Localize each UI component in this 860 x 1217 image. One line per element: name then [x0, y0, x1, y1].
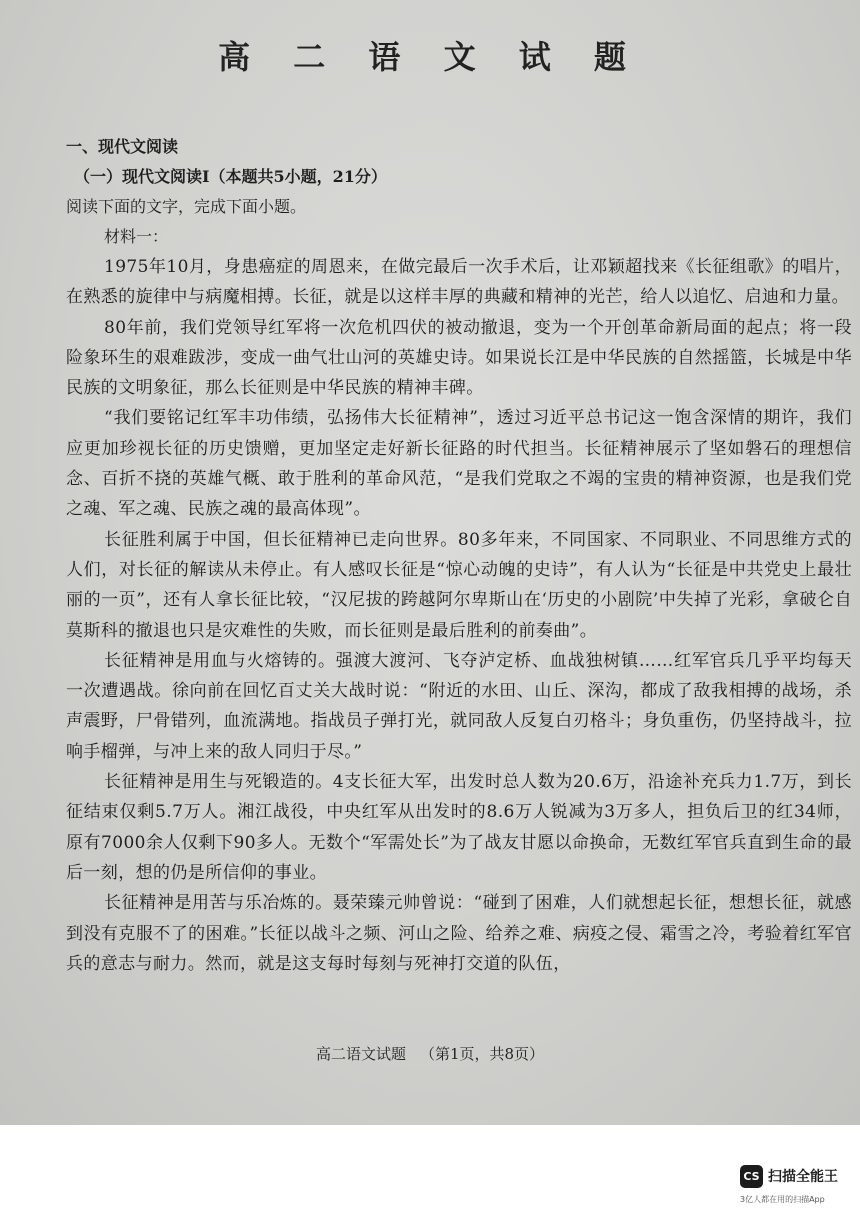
page-footer [0, 1043, 860, 1064]
paragraph-5: 长征精神是用血与火熔铸的。强渡大渡河、飞夺泸定桥、血战独树镇……红军官兵几乎平均每天一次遭遇战。徐向前在回忆百丈关大战时说：“附近的水田、山丘、深沟，都成了敌我相搏的战场，杀声震野，尸骨错列，血流满地。指战员子弹打光，就同敌人反复白刃格斗；身负重伤，仍坚持战斗，拉响手榴弹，与冲上来的敌人同归于尽。” [66, 650, 852, 762]
paragraph-3: “我们要铭记红军丰功伟绩，弘扬伟大长征精神”，透过习近平总书记这一饱含深情的期许，我们应更加珍视长征的历史馈赠，更加坚定走好新长征路的时代担当。长征精神展示了坚如磐石的理想信念、百折不挠的英雄气概、敢于胜利的革命风范，“是我们党取之不竭的宝贵的精神资源，也是我们党之魂、军之魂、民族之魂的最高体现”。 [66, 408, 852, 520]
paragraph-6: 长征精神是用生与死锻造的。4支长征大军，出发时总人数为20.6万，沿途补充兵力1.7万，到长征结束仅剩5.7万人。湘江战役，中央红军从出发时的8.6万人锐减为3万多人，担负后卫的红34师，原有7000余人仅剩下90多人。无数个“军需处长”为了战友甘愿以命换命，无数红军官兵直到生命的最后一刻，想的仍是所信仰的事业。 [66, 772, 852, 883]
section-subheading: （一）现代文阅读Ⅰ（本题共5小题，21分） [74, 167, 387, 186]
paragraph-2: 80年前，我们党领导红军将一次危机四伏的被动撤退，变为一个开创革命新局面的起点；将一段险象环生的艰难跋涉，变成一曲气壮山河的英雄史诗。如果说长江是中华民族的自然摇篮，长城是中华民族的文明象征，那么长征则是中华民族的精神丰碑。 [66, 317, 852, 399]
paragraph-4: 长征胜利属于中国，但长征精神已走向世界。80多年来，不同国家、不同职业、不同思维方式的人们，对长征的解读从未停止。有人感叹长征是“惊心动魄的史诗”，有人认为“长征是中共党史上最壮丽的一页”，还有人拿长征比较，“汉尼拔的跨越阿尔卑斯山在‘历史的小剧院’中失掉了光彩，拿破仑自莫斯科的撤退也只是灾难性的失败，而长征则是最后胜利的前奏曲”。 [66, 529, 852, 641]
watermark-tagline: 3亿人都在用的扫描App [740, 1195, 825, 1204]
page-title: 高 二 语 文 试 题 [218, 38, 642, 76]
reading-instruction: 阅读下面的文字，完成下面小题。 [66, 197, 307, 216]
exam-content [66, 132, 852, 979]
watermark-app-name: 扫描全能王 [768, 1169, 838, 1185]
footer-subject: 高二语文试题 [315, 1045, 406, 1063]
paragraph-1: 1975年10月，身患癌症的周恩来，在做完最后一次手术后，让邓颖超找来《长征组歌》的唱片，在熟悉的旋律中与病魔相搏。长征，就是以这样丰厚的典藏和精神的光芒，给人以追忆、启迪和力量。 [66, 257, 852, 308]
section-heading: 一、现代文阅读 [66, 137, 179, 156]
scanner-watermark [740, 1165, 850, 1209]
paragraph-7: 长征精神是用苦与乐冶炼的。聂荣臻元帅曾说：“碰到了困难，人们就想起长征，想想长征，就感到没有克服不了的困难。”长征以战斗之频、河山之险、给养之难、病疫之侵、霜雪之冷，考验着红军官兵的意志与耐力。然而，就是这支每时每刻与死神打交道的队伍， [66, 893, 852, 974]
material-label: 材料一： [104, 227, 169, 246]
camscanner-logo-icon: CS [740, 1165, 763, 1188]
footer-page-info: （第1页，共8页） [419, 1045, 545, 1063]
